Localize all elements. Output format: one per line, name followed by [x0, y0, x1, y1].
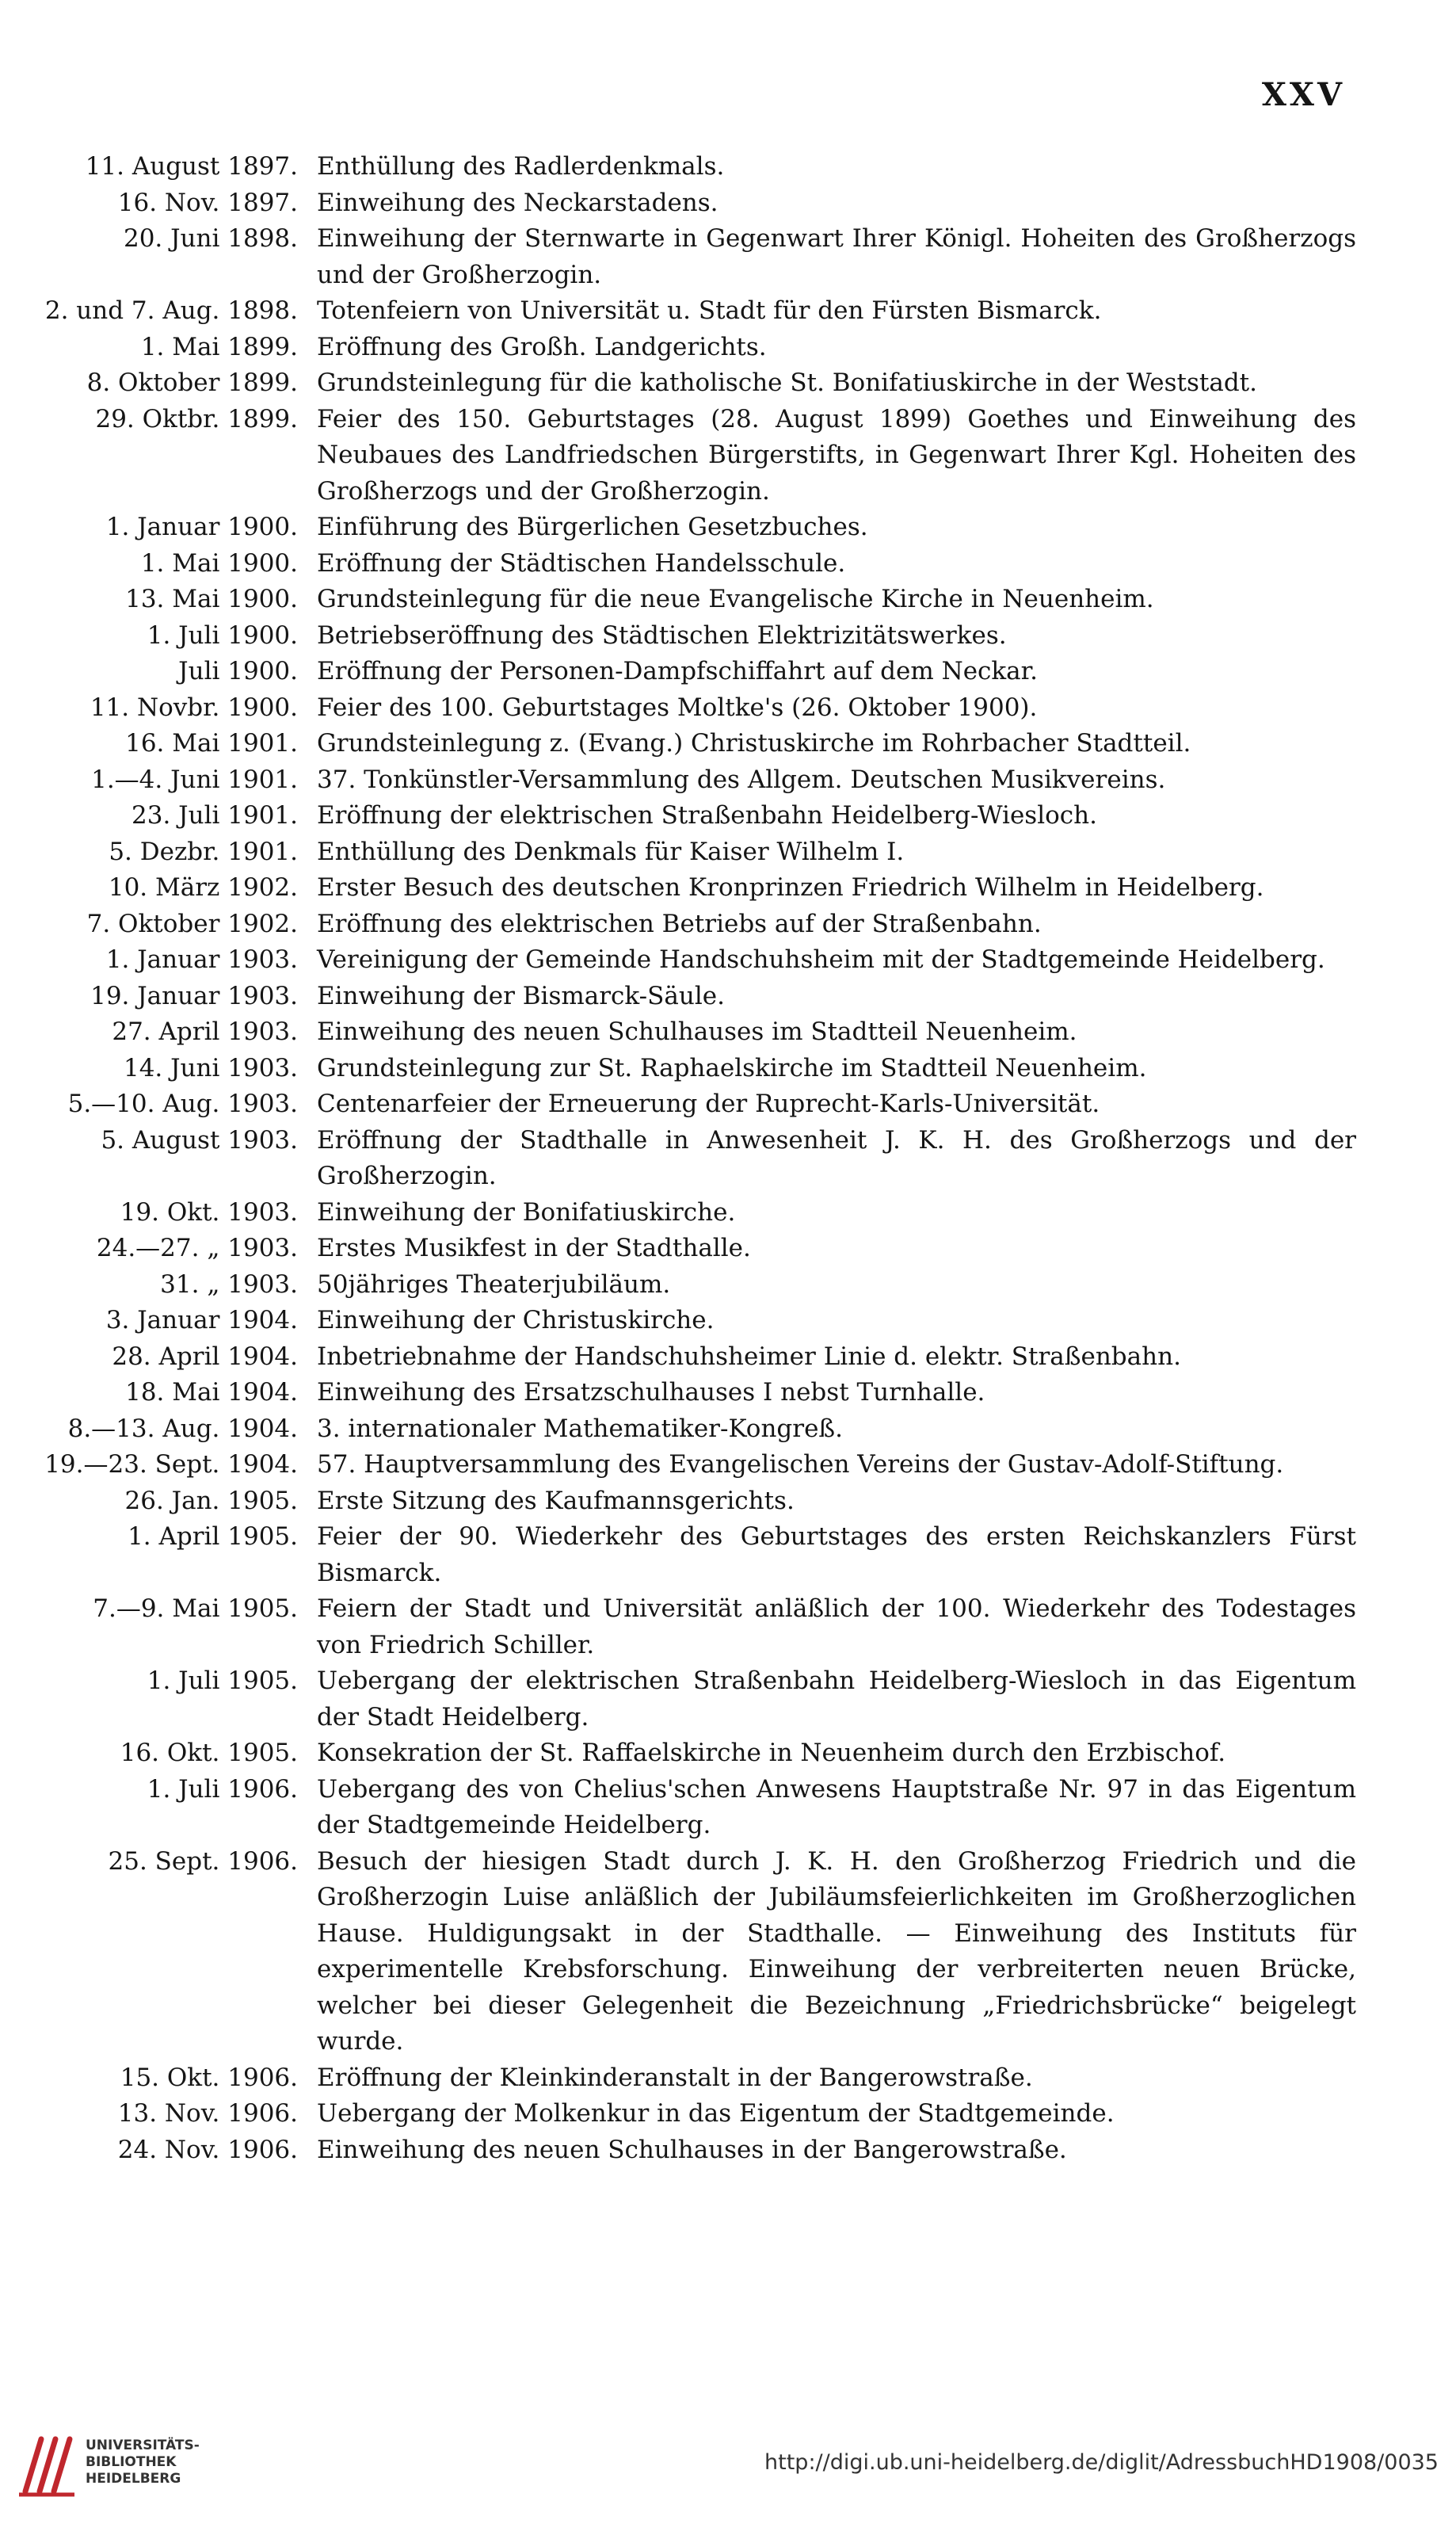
entry-text: 50jähriges Theaterjubiläum. — [317, 1269, 671, 1299]
entry-date: 14. Juni 1903. — [123, 1053, 298, 1082]
chronicle-entry — [22, 942, 1356, 979]
entry-date: 1. Mai 1899. — [140, 332, 298, 361]
entry-date: 1. Juli 1905. — [147, 1666, 298, 1695]
entry-text: Grundsteinlegung z. (Evang.) Christuskirche im Rohrbacher Stadtteil. — [317, 729, 1191, 758]
entry-date: 1. Juli 1900. — [147, 620, 298, 650]
chronicle-entry — [22, 365, 1356, 402]
entry-date: 7.—9. Mai 1905. — [93, 1594, 298, 1623]
chronicle-entry — [22, 1303, 1356, 1339]
library-name-line-3: HEIDELBERG — [86, 2471, 181, 2487]
entry-date: 5. August 1903. — [101, 1125, 298, 1155]
entry-text: Erster Besuch des deutschen Kronprinzen Friedrich Wilhelm in Heidelberg. — [317, 873, 1264, 902]
chronicle-entry — [22, 1844, 1356, 2060]
source-url-link[interactable]: http://digi.ub.uni-heidelberg.de/diglit/AdressbuchHD1908/0035 — [764, 2450, 1439, 2475]
entry-text: Einführung des Bürgerlichen Gesetzbuches. — [317, 513, 868, 541]
entry-date: 5. Dezbr. 1901. — [109, 837, 298, 866]
chronicle-entry — [22, 293, 1356, 330]
entry-date: 13. Nov. 1906. — [117, 2099, 298, 2128]
entry-date: 5.—10. Aug. 1903. — [67, 1090, 298, 1118]
entry-text: Eröffnung der Stadthalle in Anwesenheit J. K. H. des Großherzogs und der Großherzogin. — [317, 1125, 1356, 1190]
chronicle-entry — [22, 1267, 1356, 1304]
chronicle-entry — [22, 330, 1356, 366]
entry-text: Einweihung der Bismarck-Säule. — [317, 981, 725, 1010]
entry-text: Eröffnung des Großh. Landgerichts. — [317, 332, 767, 361]
entry-text: Grundsteinlegung zur St. Raphaelskirche im Stadtteil Neuenheim. — [317, 1053, 1147, 1082]
entry-date: 15. Okt. 1906. — [120, 2063, 298, 2092]
entry-text: Einweihung der Bonifatiuskirche. — [317, 1197, 736, 1227]
chronicle-entry — [22, 979, 1356, 1015]
entry-text: Feier des 150. Geburtstages (28. August 1899) Goethes und Einweihung des Neubaues des Landfriedschen Bürgerstifts, in Gegenwart Ihrer Kgl. Hoheiten des Großherzogs und der Großherzogin. — [317, 404, 1356, 506]
chronicle-list — [22, 149, 1356, 2168]
chronicle-entry — [22, 1231, 1356, 1267]
entry-text: Eröffnung der Kleinkinderanstalt in der Bangerowstraße. — [317, 2063, 1033, 2092]
entry-text: Uebergang der elektrischen Straßenbahn Heidelberg-Wiesloch in das Eigentum der Stadt Heidelberg. — [317, 1666, 1356, 1731]
entry-text: Betriebseröffnung des Städtischen Elektrizitätswerkes. — [317, 620, 1007, 650]
entry-date: 16. Okt. 1905. — [120, 1739, 298, 1767]
entry-text: Centenarfeier der Erneuerung der Ruprecht-Karls-Universität. — [317, 1090, 1100, 1118]
entry-date: 18. Mai 1904. — [125, 1378, 298, 1407]
entry-text: 57. Hauptversammlung des Evangelischen Vereins der Gustav-Adolf-Stiftung. — [317, 1450, 1284, 1479]
entry-date: 10. März 1902. — [108, 873, 298, 902]
chronicle-entry — [22, 1086, 1356, 1123]
entry-text: Totenfeiern von Universität u. Stadt für den Fürsten Bismarck. — [317, 296, 1102, 325]
entry-date: 27. April 1903. — [112, 1017, 298, 1046]
chronicle-entry — [22, 1051, 1356, 1087]
university-library-logo-icon — [16, 2431, 78, 2498]
chronicle-entry — [22, 1447, 1356, 1483]
chronicle-entry — [22, 690, 1356, 727]
entry-date: 19. Okt. 1903. — [120, 1197, 298, 1227]
entry-text: Erste Sitzung des Kaufmannsgerichts. — [317, 1486, 795, 1515]
entry-text: Einweihung der Christuskirche. — [317, 1306, 715, 1334]
entry-date: 11. August 1897. — [85, 152, 298, 181]
entry-date: 8. Oktober 1899. — [86, 368, 298, 397]
chronicle-entry — [22, 1735, 1356, 1772]
entry-text: Besuch der hiesigen Stadt durch J. K. H. den Großherzog Friedrich und die Großherzogin Luise anläßlich der Jubiläumsfeierlichkeiten im Großherzoglichen Hause. Huldigungsakt in der Stadthalle. — Einweihung des Instituts für experimentelle Krebsforschung. Einweihung der verbreiterten neuen Brücke, welcher bei dieser Gelegenheit die Bezeichnung „Friedrichsbrücke“ beigelegt wurde. — [317, 1846, 1356, 2056]
chronicle-entry — [22, 1014, 1356, 1051]
chronicle-entry — [22, 1123, 1356, 1195]
entry-text: Eröffnung der Personen-Dampfschiffahrt auf dem Neckar. — [317, 657, 1038, 685]
entry-text: 37. Tonkünstler-Versammlung des Allgem. Deutschen Musikvereins. — [317, 765, 1166, 794]
entry-date: 7. Oktober 1902. — [86, 909, 298, 938]
entry-date: 8.—13. Aug. 1904. — [67, 1414, 298, 1443]
entry-date: 1. Juli 1906. — [147, 1774, 298, 1804]
entry-date: 16. Mai 1901. — [125, 729, 298, 758]
chronicle-entry — [22, 149, 1356, 185]
entry-text: Erstes Musikfest in der Stadthalle. — [317, 1234, 751, 1262]
entry-date: 16. Nov. 1897. — [117, 188, 298, 217]
entry-text: Einweihung der Sternwarte in Gegenwart Ihrer Königl. Hoheiten des Großherzogs und der Großherzogin. — [317, 224, 1356, 289]
chronicle-entry — [22, 2060, 1356, 2097]
chronicle-entry — [22, 834, 1356, 871]
entry-date: 19. Januar 1903. — [90, 981, 298, 1010]
entry-text: Einweihung des neuen Schulhauses in der Bangerowstraße. — [317, 2135, 1067, 2164]
chronicle-entry — [22, 870, 1356, 907]
entry-date: 26. Jan. 1905. — [124, 1486, 298, 1515]
entry-date: 19.—23. Sept. 1904. — [44, 1450, 298, 1479]
entry-date: 31. „ 1903. — [160, 1269, 298, 1299]
page-number: XXV — [1261, 76, 1345, 113]
chronicle-entry — [22, 618, 1356, 655]
entry-text: Grundsteinlegung für die katholische St. Bonifatiuskirche in der Weststadt. — [317, 368, 1257, 397]
chronicle-entry — [22, 2132, 1356, 2169]
chronicle-entry — [22, 1339, 1356, 1376]
entry-date: 3. Januar 1904. — [105, 1306, 298, 1334]
entry-date: 1.—4. Juni 1901. — [91, 765, 298, 794]
entry-text: Vereinigung der Gemeinde Handschuhsheim mit der Stadtgemeinde Heidelberg. — [317, 945, 1325, 974]
entry-date: 1. Mai 1900. — [140, 548, 298, 578]
entry-date: 23. Juli 1901. — [131, 801, 298, 830]
chronicle-entry — [22, 1772, 1356, 1844]
entry-text: Eröffnung der elektrischen Straßenbahn Heidelberg-Wiesloch. — [317, 801, 1097, 830]
entry-date: 1. April 1905. — [128, 1522, 298, 1551]
chronicle-entry — [22, 510, 1356, 546]
entry-text: Eröffnung der Städtischen Handelsschule. — [317, 548, 846, 578]
entry-text: Feier der 90. Wiederkehr des Geburtstages des ersten Reichskanzlers Fürst Bismarck. — [317, 1522, 1356, 1587]
entry-date: 13. Mai 1900. — [125, 585, 298, 613]
chronicle-entry — [22, 1663, 1356, 1735]
entry-date: 25. Sept. 1906. — [108, 1846, 298, 1876]
entry-text: Feier des 100. Geburtstages Moltke's (26. Oktober 1900). — [317, 693, 1038, 722]
chronicle-entry — [22, 1591, 1356, 1663]
chronicle-entry — [22, 546, 1356, 582]
entry-date: 1. Januar 1903. — [105, 945, 298, 974]
chronicle-entry — [22, 654, 1356, 690]
entry-date: 28. April 1904. — [112, 1342, 298, 1371]
entry-text: Konsekration der St. Raffaelskirche in Neuenheim durch den Erzbischof. — [317, 1739, 1226, 1767]
library-name-line-2: BIBLIOTHEK — [86, 2454, 177, 2470]
entry-text: Enthüllung des Radlerdenkmals. — [317, 152, 725, 181]
chronicle-entry — [22, 726, 1356, 762]
chronicle-entry — [22, 1375, 1356, 1411]
entry-text: Uebergang der Molkenkur in das Eigentum der Stadtgemeinde. — [317, 2099, 1115, 2128]
chronicle-entry — [22, 185, 1356, 222]
entry-date: 24.—27. „ 1903. — [96, 1234, 298, 1262]
chronicle-entry — [22, 1195, 1356, 1231]
entry-date: 2. und 7. Aug. 1898. — [44, 296, 298, 325]
entry-text: Uebergang des von Chelius'schen Anwesens Hauptstraße Nr. 97 in das Eigentum der Stadtgemeinde Heidelberg. — [317, 1774, 1356, 1839]
chronicle-entry — [22, 2096, 1356, 2132]
entry-date: Juli 1900. — [178, 657, 298, 685]
chronicle-entry — [22, 1411, 1356, 1448]
entry-text: Enthüllung des Denkmals für Kaiser Wilhelm I. — [317, 837, 905, 866]
chronicle-entry — [22, 762, 1356, 799]
chronicle-entry — [22, 1519, 1356, 1591]
chronicle-entry — [22, 798, 1356, 834]
chronicle-entry — [22, 582, 1356, 618]
entry-text: Einweihung des Neckarstadens. — [317, 188, 718, 217]
chronicle-entry — [22, 907, 1356, 943]
entry-date: 11. Novbr. 1900. — [90, 693, 298, 722]
entry-text: 3. internationaler Mathematiker-Kongreß. — [317, 1414, 843, 1443]
entry-text: Eröffnung des elektrischen Betriebs auf der Straßenbahn. — [317, 909, 1042, 938]
entry-date: 29. Oktbr. 1899. — [95, 404, 298, 433]
entry-text: Feiern der Stadt und Universität anläßlich der 100. Wiederkehr des Todestages von Friedrich Schiller. — [317, 1594, 1356, 1659]
footer — [0, 2426, 1456, 2506]
entry-text: Grundsteinlegung für die neue Evangelische Kirche in Neuenheim. — [317, 585, 1154, 613]
entry-text: Einweihung des neuen Schulhauses im Stadtteil Neuenheim. — [317, 1017, 1077, 1046]
entry-date: 24. Nov. 1906. — [117, 2135, 298, 2164]
entry-date: 1. Januar 1900. — [105, 513, 298, 541]
chronicle-entry — [22, 402, 1356, 510]
chronicle-entry — [22, 221, 1356, 293]
chronicle-entry — [22, 1483, 1356, 1520]
library-name — [86, 2438, 200, 2487]
entry-date: 20. Juni 1898. — [123, 224, 298, 253]
entry-text: Einweihung des Ersatzschulhauses I nebst Turnhalle. — [317, 1378, 985, 1407]
library-name-line-1: UNIVERSITÄTS- — [86, 2438, 200, 2453]
entry-text: Inbetriebnahme der Handschuhsheimer Linie d. elektr. Straßenbahn. — [317, 1342, 1181, 1371]
